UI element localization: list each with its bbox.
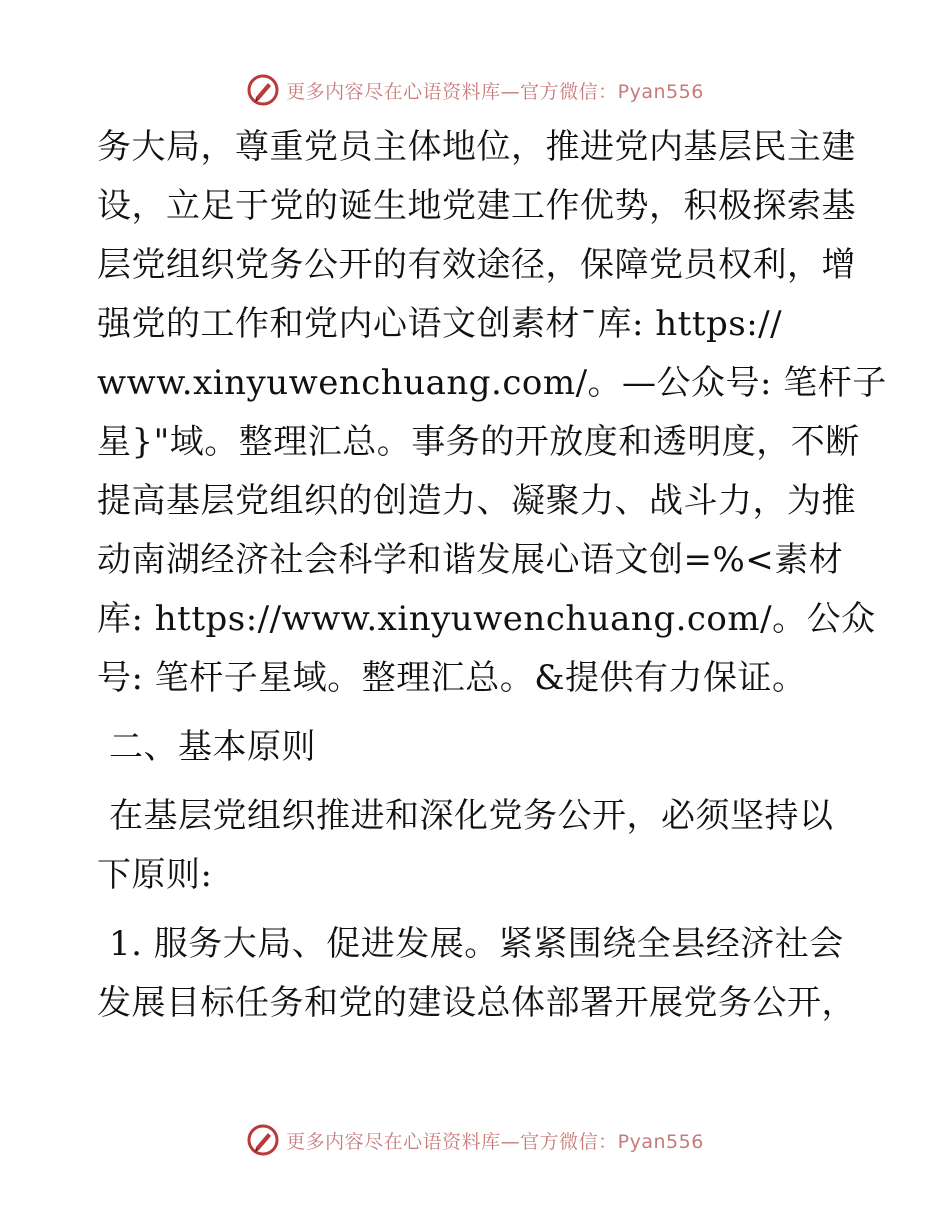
text-line: 提高基层党组织的创造力、凝聚力、战斗力，为推 xyxy=(97,481,856,521)
header-banner xyxy=(0,70,950,110)
paragraph-2 xyxy=(97,787,857,905)
text-line: 在基层党组织推进和深化党务公开，必须坚持以 xyxy=(109,796,834,836)
footer-banner-inner xyxy=(246,1123,704,1157)
text-line: 号: 笔杆子星域。整理汇总。&提供有力保证。 xyxy=(97,658,807,698)
text-line: 强党的工作和党内心语文创素材¯库: https:// xyxy=(97,304,783,344)
footer-banner-text: 更多内容尽在心语资料库—官方微信：Pyan556 xyxy=(286,1130,704,1153)
text-line: www.xinyuwenchuang.com/。—公众号: 笔杆子 xyxy=(97,363,887,403)
pen-seal-logo-icon xyxy=(246,1123,280,1157)
footer-banner xyxy=(0,1120,950,1160)
text-line: 层党组织党务公开的有效途径，保障党员权利，增 xyxy=(97,245,856,285)
text-line: 星}"域。整理汇总。事务的开放度和透明度，不断 xyxy=(97,422,860,462)
spacer xyxy=(97,777,857,787)
section-heading: 二、基本原则 xyxy=(109,727,316,767)
text-line: 下原则: xyxy=(97,855,213,895)
text-line: 库: https://www.xinyuwenchuang.com/。公众 xyxy=(97,599,876,639)
text-line: 务大局，尊重党员主体地位，推进党内基层民主建 xyxy=(97,127,856,167)
pen-seal-logo-icon xyxy=(246,73,280,107)
text-line: 动南湖经济社会科学和谐发展心语文创=%<素材 xyxy=(97,540,844,580)
header-banner-text: 更多内容尽在心语资料库—官方微信：Pyan556 xyxy=(286,80,704,103)
paragraph-1 xyxy=(97,118,887,708)
spacer xyxy=(97,905,857,915)
text-line: 1. 服务大局、促进发展。紧紧围绕全县经济社会 xyxy=(109,924,844,964)
document-body xyxy=(97,118,887,1033)
header-banner-inner xyxy=(246,73,704,107)
paragraph-3 xyxy=(97,915,857,1033)
text-line: 发展目标任务和党的建设总体部署开展党务公开， xyxy=(97,983,856,1023)
spacer xyxy=(97,708,857,718)
text-line: 设，立足于党的诞生地党建工作优势，积极探索基 xyxy=(97,186,856,226)
